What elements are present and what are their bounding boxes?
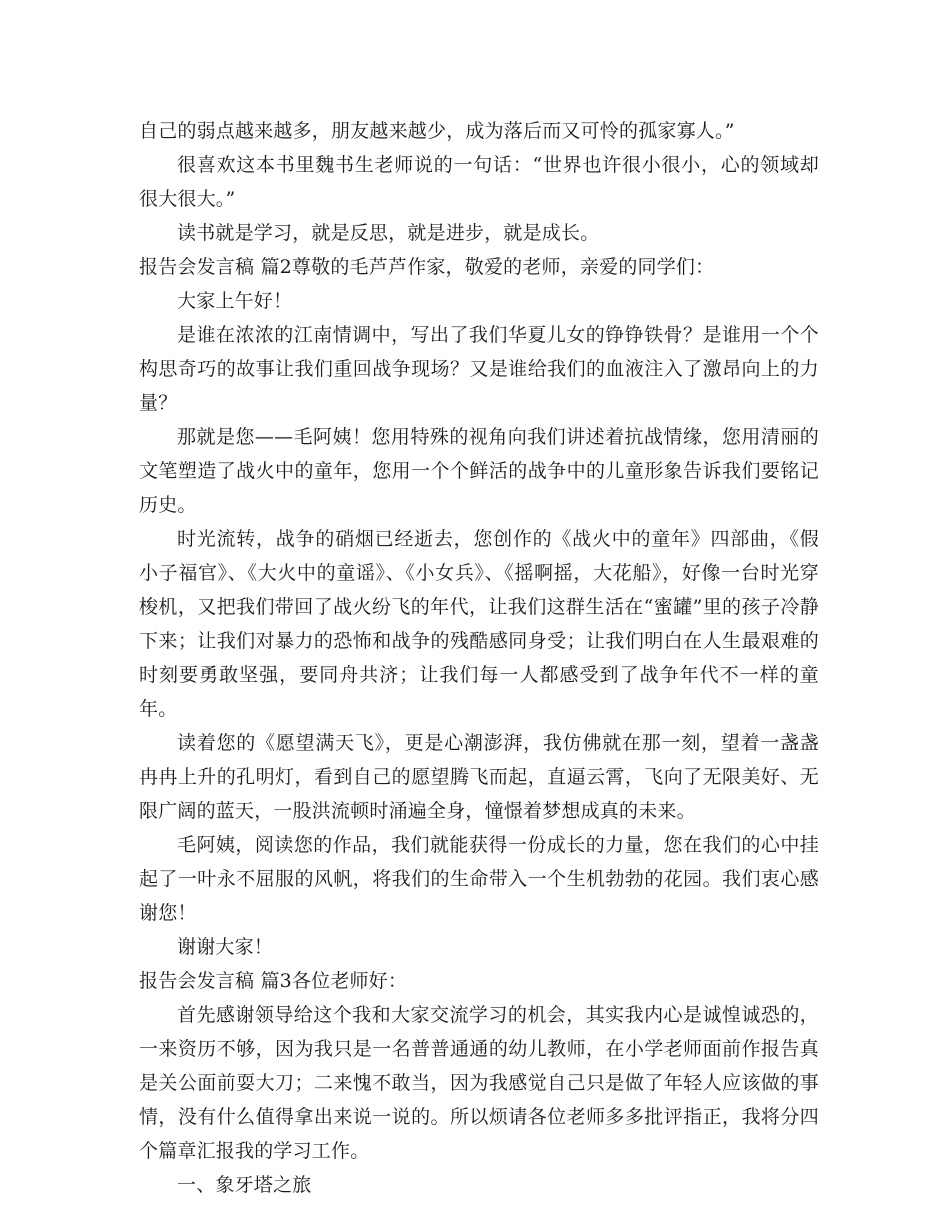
paragraph-9: 毛阿姨，阅读您的作品，我们就能获得一份成长的力量，您在我们的心中挂起了一叶永不屈服的风帆，将我们的生命带入一个生机勃勃的花园。我们衷心感谢您！ <box>139 834 819 924</box>
section-heading-3: 报告会发言稿 篇3各位老师好： <box>139 970 408 992</box>
paragraph-7: 时光流转，战争的硝烟已经逝去，您创作的《战火中的童年》四部曲，《假小子福官》、《大火中的童谣》、《小女兵》、《摇啊摇，大花船》，好像一台时光穿梭机，又把我们带回了战火纷飞的年代，让我们这群生活在“蜜罐”里的孩子冷静下来；让我们对暴力的恐怖和战争的残酷感同身受；让我们明白在人生最艰难的时刻要勇敢坚强，要同舟共济；让我们每一人都感受到了战争年代不一样的童年。 <box>139 528 819 720</box>
paragraph-greeting: 大家上午好！ <box>177 290 293 312</box>
subheading-ivory-tower: 一、象牙塔之旅 <box>177 1174 312 1196</box>
paragraph-12: 首先感谢领导给这个我和大家交流学习的机会，其实我内心是诚惶诚恐的，一来资历不够，因为我只是一名普普通通的幼儿教师，在小学老师面前作报告真是关公面前耍大刀；二来愧不敢当，因为我感觉自己只是做了年轻人应该做的事情，没有什么值得拿出来说一说的。所以烦请各位老师多多批评指正，我将分四个篇章汇报我的学习工作。 <box>139 1004 819 1162</box>
paragraph-6: 那就是您——毛阿姨！您用特殊的视角向我们讲述着抗战情缘，您用清丽的文笔塑造了战火中的童年，您用一个个鲜活的战争中的儿童形象告诉我们要铭记历史。 <box>139 426 819 516</box>
paragraph-2: 很喜欢这本书里魏书生老师说的一句话：“世界也许很小很小，心的领域却很大很大。” <box>139 154 819 210</box>
section-heading-2: 报告会发言稿 篇2尊敬的毛芦芦作家，敬爱的老师，亲爱的同学们： <box>139 256 715 278</box>
paragraph-thanks: 谢谢大家！ <box>177 936 274 958</box>
body-text <box>139 114 819 1202</box>
paragraph-5: 是谁在浓浓的江南情调中，写出了我们华夏儿女的铮铮铁骨？是谁用一个个构思奇巧的故事让我们重回战争现场？又是谁给我们的血液注入了激昂向上的力量？ <box>139 324 819 414</box>
paragraph-1: 自己的弱点越来越多，朋友越来越少，成为落后而又可怜的孤家寡人。” <box>139 120 735 142</box>
paragraph-8: 读着您的《愿望满天飞》，更是心潮澎湃，我仿佛就在那一刻，望着一盏盏冉冉上升的孔明灯，看到自己的愿望腾飞而起，直逼云霄，飞向了无限美好、无限广阔的蓝天，一股洪流顿时涌遍全身，憧憬着梦想成真的未来。 <box>139 732 819 822</box>
paragraph-3: 读书就是学习，就是反思，就是进步，就是成长。 <box>177 222 600 244</box>
